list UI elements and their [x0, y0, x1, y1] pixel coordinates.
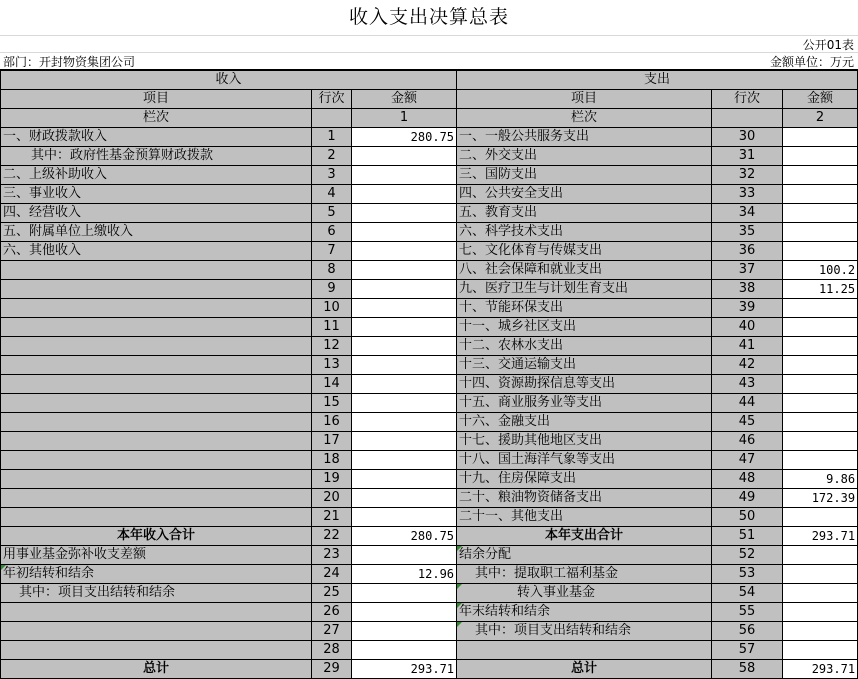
expense-item-cell[interactable]: 其中：提取职工福利基金 [457, 565, 712, 584]
income-column-blank [312, 109, 352, 128]
table-row [1, 261, 858, 280]
expense-rowno-cell[interactable]: 40 [712, 318, 783, 337]
expense-item-cell[interactable] [457, 641, 712, 660]
income-item-cell[interactable]: 本年收入合计 [1, 527, 312, 546]
expense-rowno-cell[interactable]: 31 [712, 147, 783, 166]
expense-item-cell[interactable]: 结余分配 [457, 546, 712, 565]
table-row [1, 546, 858, 565]
income-item-cell[interactable]: 四、经营收入 [1, 204, 312, 223]
expense-amount-cell[interactable] [783, 147, 858, 166]
final-accounts-table [0, 70, 858, 679]
expense-item-cell[interactable]: 三、国防支出 [457, 166, 712, 185]
expense-amount-cell[interactable] [783, 413, 858, 432]
income-rowno-cell[interactable]: 26 [312, 603, 352, 622]
income-amount-cell[interactable] [352, 489, 457, 508]
income-rowno-cell[interactable]: 9 [312, 280, 352, 299]
table-row [1, 641, 858, 660]
expense-item-cell[interactable]: 十五、商业服务业等支出 [457, 394, 712, 413]
income-rowno-cell[interactable]: 25 [312, 584, 352, 603]
expense-rowno-cell[interactable]: 34 [712, 204, 783, 223]
income-rowno-cell[interactable]: 7 [312, 242, 352, 261]
income-amount-cell[interactable] [352, 622, 457, 641]
expense-amount-cell[interactable] [783, 375, 858, 394]
expense-rowno-cell[interactable]: 51 [712, 527, 783, 546]
expense-amount-cell[interactable]: 100.2 [783, 261, 858, 280]
expense-item-header: 项目 [457, 90, 712, 109]
expense-rowno-cell[interactable]: 49 [712, 489, 783, 508]
income-item-cell[interactable] [1, 375, 312, 394]
expense-amount-cell[interactable] [783, 394, 858, 413]
expense-rowno-cell[interactable]: 33 [712, 185, 783, 204]
expense-item-cell[interactable]: 十七、援助其他地区支出 [457, 432, 712, 451]
income-item-cell[interactable]: 其中：项目支出结转和结余 [1, 584, 312, 603]
expense-column-label: 栏次 [457, 109, 712, 128]
income-rowno-cell[interactable]: 21 [312, 508, 352, 527]
income-item-cell[interactable] [1, 337, 312, 356]
income-amount-cell[interactable] [352, 546, 457, 565]
expense-rowno-cell[interactable]: 30 [712, 128, 783, 147]
income-item-cell[interactable] [1, 356, 312, 375]
expense-rowno-cell[interactable]: 58 [712, 660, 783, 679]
income-amount-cell[interactable] [352, 318, 457, 337]
income-amount-cell[interactable]: 12.96 [352, 565, 457, 584]
income-amount-cell[interactable] [352, 299, 457, 318]
expense-item-cell[interactable]: 十一、城乡社区支出 [457, 318, 712, 337]
expense-rowno-cell[interactable]: 43 [712, 375, 783, 394]
expense-column-blank [712, 109, 783, 128]
table-row [1, 584, 858, 603]
expense-rowno-cell[interactable]: 38 [712, 280, 783, 299]
income-rowno-cell[interactable]: 24 [312, 565, 352, 584]
income-item-cell[interactable]: 年初结转和结余 [1, 565, 312, 584]
expense-item-cell[interactable]: 八、社会保障和就业支出 [457, 261, 712, 280]
income-amount-cell[interactable] [352, 413, 457, 432]
expense-amount-cell[interactable]: 293.71 [783, 660, 858, 679]
expense-amount-cell[interactable] [783, 603, 858, 622]
expense-item-cell[interactable]: 二十、粮油物资储备支出 [457, 489, 712, 508]
income-rowno-cell[interactable]: 17 [312, 432, 352, 451]
expense-rowno-cell[interactable]: 47 [712, 451, 783, 470]
income-amount-cell[interactable]: 293.71 [352, 660, 457, 679]
table-row [1, 527, 858, 546]
expense-item-cell[interactable]: 年末结转和结余 [457, 603, 712, 622]
expense-rowno-cell[interactable]: 45 [712, 413, 783, 432]
income-item-cell[interactable] [1, 413, 312, 432]
income-header: 收入 [1, 71, 457, 90]
income-amount-cell[interactable] [352, 242, 457, 261]
income-amount-cell[interactable]: 280.75 [352, 527, 457, 546]
expense-amount-cell[interactable] [783, 318, 858, 337]
table-row [1, 166, 858, 185]
expense-item-cell[interactable]: 十四、资源勘探信息等支出 [457, 375, 712, 394]
expense-item-cell[interactable]: 七、文化体育与传媒支出 [457, 242, 712, 261]
expense-item-cell[interactable]: 本年支出合计 [457, 527, 712, 546]
expense-amount-cell[interactable] [783, 508, 858, 527]
expense-item-cell[interactable]: 九、医疗卫生与计划生育支出 [457, 280, 712, 299]
income-amount-cell[interactable] [352, 432, 457, 451]
expense-item-cell[interactable]: 一、一般公共服务支出 [457, 128, 712, 147]
expense-item-cell[interactable]: 五、教育支出 [457, 204, 712, 223]
expense-amount-cell[interactable]: 293.71 [783, 527, 858, 546]
table-row [1, 622, 858, 641]
expense-item-cell[interactable]: 十八、国土海洋气象等支出 [457, 451, 712, 470]
table-row [1, 413, 858, 432]
income-item-cell[interactable]: 二、上级补助收入 [1, 166, 312, 185]
expense-header: 支出 [457, 71, 858, 90]
table-row [1, 280, 858, 299]
expense-item-cell[interactable]: 其中：项目支出结转和结余 [457, 622, 712, 641]
expense-rowno-cell[interactable]: 36 [712, 242, 783, 261]
sheet-title: 收入支出决算总表 [0, 0, 858, 36]
expense-item-cell[interactable]: 六、科学技术支出 [457, 223, 712, 242]
income-rowno-cell[interactable]: 13 [312, 356, 352, 375]
table-row [1, 318, 858, 337]
income-amount-cell[interactable] [352, 451, 457, 470]
income-item-cell[interactable]: 三、事业收入 [1, 185, 312, 204]
income-item-cell[interactable] [1, 394, 312, 413]
expense-amount-cell[interactable] [783, 546, 858, 565]
income-item-cell[interactable] [1, 622, 312, 641]
income-amount-cell[interactable] [352, 337, 457, 356]
income-item-header: 项目 [1, 90, 312, 109]
income-item-cell[interactable] [1, 261, 312, 280]
expense-item-cell[interactable]: 四、公共安全支出 [457, 185, 712, 204]
table-row [1, 660, 858, 679]
income-rowno-cell[interactable]: 27 [312, 622, 352, 641]
expense-amount-cell[interactable] [783, 337, 858, 356]
expense-amount-cell[interactable] [783, 584, 858, 603]
income-item-cell[interactable] [1, 451, 312, 470]
expense-column-number: 2 [783, 109, 858, 128]
income-amount-cell[interactable] [352, 223, 457, 242]
expense-rowno-cell[interactable]: 53 [712, 565, 783, 584]
income-amount-cell[interactable] [352, 603, 457, 622]
expense-item-cell[interactable]: 十二、农林水支出 [457, 337, 712, 356]
income-amount-cell[interactable] [352, 166, 457, 185]
income-rowno-cell[interactable]: 19 [312, 470, 352, 489]
expense-item-cell[interactable]: 二、外交支出 [457, 147, 712, 166]
income-item-cell[interactable] [1, 641, 312, 660]
income-rowno-cell[interactable]: 4 [312, 185, 352, 204]
expense-rowno-cell[interactable]: 57 [712, 641, 783, 660]
table-row [1, 337, 858, 356]
income-item-cell[interactable] [1, 432, 312, 451]
department-row [0, 53, 858, 70]
unit-label: 金额单位：万元 [769, 54, 854, 69]
income-amount-cell[interactable] [352, 204, 457, 223]
income-item-cell[interactable] [1, 489, 312, 508]
expense-rowno-cell[interactable]: 41 [712, 337, 783, 356]
income-item-cell[interactable] [1, 318, 312, 337]
income-rowno-cell[interactable]: 11 [312, 318, 352, 337]
expense-rowno-cell[interactable]: 50 [712, 508, 783, 527]
expense-amount-cell[interactable] [783, 565, 858, 584]
table-row [1, 223, 858, 242]
income-rowno-cell[interactable]: 16 [312, 413, 352, 432]
department-label: 部门：开封物资集团公司 [3, 54, 136, 69]
income-item-cell[interactable] [1, 603, 312, 622]
expense-item-cell[interactable]: 二十一、其他支出 [457, 508, 712, 527]
income-amount-cell[interactable]: 280.75 [352, 128, 457, 147]
income-rowno-header: 行次 [312, 90, 352, 109]
table-row [1, 470, 858, 489]
income-rowno-cell[interactable]: 15 [312, 394, 352, 413]
table-row [1, 299, 858, 318]
table-row [1, 185, 858, 204]
expense-amount-cell[interactable] [783, 641, 858, 660]
income-amount-cell[interactable] [352, 261, 457, 280]
expense-amount-cell[interactable] [783, 204, 858, 223]
income-item-cell[interactable] [1, 299, 312, 318]
income-amount-cell[interactable] [352, 147, 457, 166]
income-column-label: 栏次 [1, 109, 312, 128]
expense-rowno-cell[interactable]: 56 [712, 622, 783, 641]
table-row [1, 375, 858, 394]
expense-item-cell[interactable]: 十三、交通运输支出 [457, 356, 712, 375]
table-row [1, 565, 858, 584]
income-rowno-cell[interactable]: 22 [312, 527, 352, 546]
income-rowno-cell[interactable]: 5 [312, 204, 352, 223]
income-item-cell[interactable]: 总计 [1, 660, 312, 679]
table-row [1, 508, 858, 527]
expense-amount-cell[interactable] [783, 185, 858, 204]
income-item-cell[interactable] [1, 508, 312, 527]
expense-rowno-cell[interactable]: 39 [712, 299, 783, 318]
expense-amount-cell[interactable]: 11.25 [783, 280, 858, 299]
expense-rowno-cell[interactable]: 32 [712, 166, 783, 185]
income-amount-cell[interactable] [352, 280, 457, 299]
expense-rowno-header: 行次 [712, 90, 783, 109]
income-item-cell[interactable]: 六、其他收入 [1, 242, 312, 261]
income-rowno-cell[interactable]: 18 [312, 451, 352, 470]
income-rowno-cell[interactable]: 12 [312, 337, 352, 356]
expense-rowno-cell[interactable]: 54 [712, 584, 783, 603]
income-rowno-cell[interactable]: 10 [312, 299, 352, 318]
table-row [1, 356, 858, 375]
expense-amount-cell[interactable] [783, 451, 858, 470]
income-rowno-cell[interactable]: 14 [312, 375, 352, 394]
income-rowno-cell[interactable]: 28 [312, 641, 352, 660]
expense-item-cell[interactable]: 十九、住房保障支出 [457, 470, 712, 489]
table-row [1, 432, 858, 451]
income-item-cell[interactable] [1, 280, 312, 299]
income-rowno-cell[interactable]: 6 [312, 223, 352, 242]
expense-amount-cell[interactable] [783, 432, 858, 451]
expense-amount-cell[interactable] [783, 356, 858, 375]
expense-amount-cell[interactable] [783, 299, 858, 318]
form-code-row [0, 36, 858, 53]
income-column-number: 1 [352, 109, 457, 128]
table-row [1, 489, 858, 508]
expense-item-cell[interactable]: 十六、金融支出 [457, 413, 712, 432]
income-amount-cell[interactable] [352, 356, 457, 375]
expense-item-cell[interactable]: 总计 [457, 660, 712, 679]
income-amount-cell[interactable] [352, 375, 457, 394]
income-item-cell[interactable]: 用事业基金弥补收支差额 [1, 546, 312, 565]
income-rowno-cell[interactable]: 23 [312, 546, 352, 565]
expense-rowno-cell[interactable]: 48 [712, 470, 783, 489]
expense-amount-cell[interactable] [783, 223, 858, 242]
income-amount-cell[interactable] [352, 470, 457, 489]
income-amount-cell[interactable] [352, 641, 457, 660]
expense-amount-cell[interactable]: 9.86 [783, 470, 858, 489]
form-code: 公开01表 [802, 37, 854, 52]
expense-rowno-cell[interactable]: 44 [712, 394, 783, 413]
income-rowno-cell[interactable]: 3 [312, 166, 352, 185]
expense-amount-cell[interactable]: 172.39 [783, 489, 858, 508]
expense-amount-cell[interactable] [783, 242, 858, 261]
expense-rowno-cell[interactable]: 42 [712, 356, 783, 375]
expense-item-cell[interactable]: 十、节能环保支出 [457, 299, 712, 318]
income-rowno-cell[interactable]: 20 [312, 489, 352, 508]
table-row [1, 147, 858, 166]
table-row [1, 451, 858, 470]
expense-amount-header: 金额 [783, 90, 858, 109]
table-row [1, 394, 858, 413]
table-row [1, 242, 858, 261]
expense-rowno-cell[interactable]: 35 [712, 223, 783, 242]
expense-rowno-cell[interactable]: 52 [712, 546, 783, 565]
income-item-cell[interactable]: 一、财政拨款收入 [1, 128, 312, 147]
income-rowno-cell[interactable]: 1 [312, 128, 352, 147]
income-rowno-cell[interactable]: 8 [312, 261, 352, 280]
income-amount-cell[interactable] [352, 584, 457, 603]
expense-amount-cell[interactable] [783, 128, 858, 147]
table-row [1, 128, 858, 147]
income-rowno-cell[interactable]: 29 [312, 660, 352, 679]
expense-item-cell[interactable]: 转入事业基金 [457, 584, 712, 603]
table-row [1, 204, 858, 223]
expense-amount-cell[interactable] [783, 166, 858, 185]
income-amount-cell[interactable] [352, 185, 457, 204]
expense-rowno-cell[interactable]: 46 [712, 432, 783, 451]
income-rowno-cell[interactable]: 2 [312, 147, 352, 166]
income-amount-header: 金额 [352, 90, 457, 109]
expense-rowno-cell[interactable]: 37 [712, 261, 783, 280]
expense-rowno-cell[interactable]: 55 [712, 603, 783, 622]
income-item-cell[interactable]: 五、附属单位上缴收入 [1, 223, 312, 242]
income-amount-cell[interactable] [352, 394, 457, 413]
expense-amount-cell[interactable] [783, 622, 858, 641]
income-item-cell[interactable]: 其中：政府性基金预算财政拨款 [1, 147, 312, 166]
table-row [1, 603, 858, 622]
income-item-cell[interactable] [1, 470, 312, 489]
income-amount-cell[interactable] [352, 508, 457, 527]
